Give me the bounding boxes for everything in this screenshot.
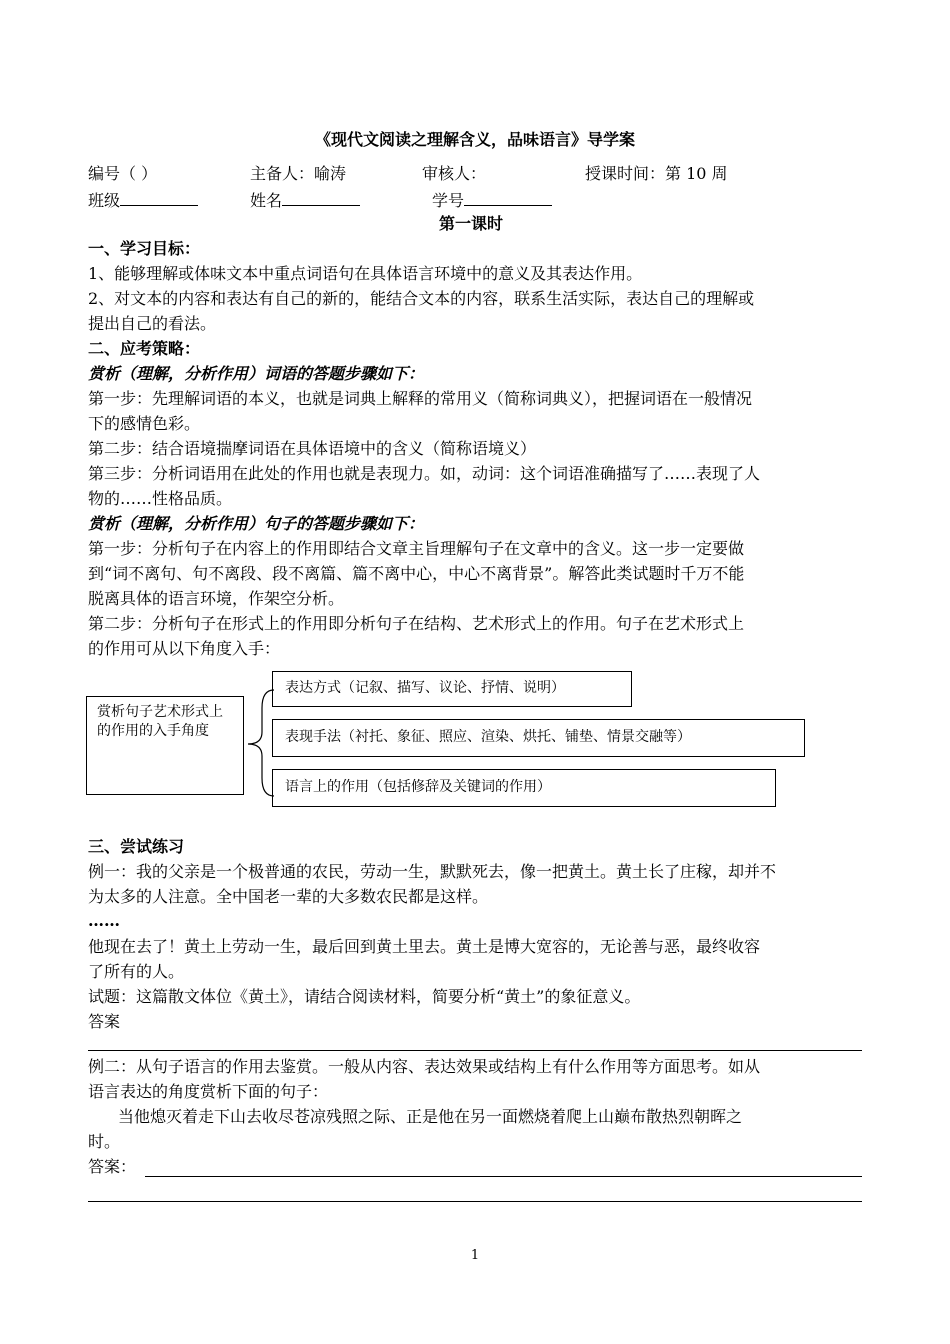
- answer1-line[interactable]: [88, 1050, 862, 1051]
- preparer: 主备人：喻涛: [250, 164, 347, 183]
- example1-line4: 了所有的人。: [88, 962, 185, 981]
- word-step3-line2: 物的……性格品质。: [88, 489, 233, 508]
- sentence-step1-line1: 第一步：分析句子在内容上的作用即结合文章主旨理解句子在文章中的含义。这一步一定要做: [88, 539, 745, 558]
- name-blank[interactable]: [282, 189, 360, 206]
- sentence-step1-line2: 到“词不离句、句不离段、段不离篇、篇不离中心，中心不离背景”。解答此类试题时千万不能: [88, 564, 745, 583]
- student-no-field: [432, 189, 552, 211]
- example2-quote-line1: 当他熄灭着走下山去收尽苍凉残照之际、正是他在另一面燃烧着爬上山巅布散热烈朝晖之: [118, 1107, 743, 1126]
- answer2-line1[interactable]: [145, 1176, 862, 1177]
- section1-heading: 一、学习目标：: [88, 239, 201, 258]
- section2-heading: 二、应考策略：: [88, 339, 201, 358]
- diagram-root-box: 赏析句子艺术形式上的作用的入手角度: [86, 696, 244, 795]
- goal-1: 1、能够理解或体味文本中重点词语句在具体语言环境中的意义及其表达作用。: [88, 264, 643, 283]
- sentence-step2-line2: 的作用可从以下角度入手：: [88, 639, 281, 658]
- example1-line2: 为太多的人注意。全中国老一辈的大多数农民都是这样。: [88, 887, 489, 906]
- answer1-label: 答案: [88, 1012, 121, 1031]
- page-number: 1: [470, 1248, 480, 1263]
- word-step1-line2: 下的感情色彩。: [88, 414, 201, 433]
- goal-2-line1: 2、对文本的内容和表达有自己的新的，能结合文本的内容，联系生活实际，表达自己的理解或: [88, 289, 755, 308]
- example2-line1: 例二：从句子语言的作用去鉴赏。一般从内容、表达效果或结构上有什么作用等方面思考。如从: [88, 1057, 761, 1076]
- question1: 试题：这篇散文体位《黄土》，请结合阅读材料，简要分析“黄土”的象征意义。: [88, 987, 641, 1006]
- answer2-line2[interactable]: [88, 1201, 862, 1202]
- lesson-label: 第一课时: [439, 214, 504, 233]
- word-step1-line1: 第一步：先理解词语的本义，也就是词典上解释的常用义（简称词典义），把握词语在一般情况: [88, 389, 753, 408]
- sentence-step1-line3: 脱离具体的语言环境，作架空分析。: [88, 589, 345, 608]
- student-no-label: 学号: [432, 191, 465, 210]
- class-label: 班级: [88, 191, 121, 210]
- word-step2: 第二步：结合语境揣摩词语在具体语境中的含义（简称语境义）: [88, 439, 537, 458]
- page-title: 《现代文阅读之理解含义，品味语言》导学案: [314, 130, 635, 149]
- goal-2-line2: 提出自己的看法。: [88, 314, 217, 333]
- word-steps-heading: 赏析（理解，分析作用）词语的答题步骤如下：: [88, 364, 425, 383]
- example2-quote-line2: 时。: [88, 1132, 121, 1151]
- reviewer: 审核人：: [422, 164, 487, 183]
- example1-ellipsis: ……: [88, 911, 120, 930]
- example2-line2: 语言表达的角度赏析下面的句子：: [88, 1082, 329, 1101]
- sentence-step2-line1: 第二步：分析句子在形式上的作用即分析句子在结构、艺术形式上的作用。句子在艺术形式上: [88, 614, 745, 633]
- class-time: 授课时间：第 10 周: [585, 164, 728, 183]
- sentence-steps-heading: 赏析（理解，分析作用）句子的答题步骤如下：: [88, 514, 425, 533]
- section3-heading: 三、尝试练习: [88, 837, 185, 856]
- name-field: [250, 189, 360, 211]
- name-label: 姓名: [250, 191, 283, 210]
- student-no-blank[interactable]: [464, 189, 552, 206]
- diagram-branch-technique: 表现手法（衬托、象征、照应、渲染、烘托、铺垫、情景交融等）: [272, 719, 805, 757]
- number-field: 编号（ ）: [88, 164, 158, 183]
- example1-line3: 他现在去了！黄土上劳动一生，最后回到黄土里去。黄土是博大宽容的，无论善与恶，最终收容: [88, 937, 761, 956]
- class-field: [88, 189, 198, 211]
- answer2-label: 答案：: [88, 1157, 137, 1176]
- diagram-branch-language: 语言上的作用（包括修辞及关键词的作用）: [272, 769, 776, 807]
- diagram-branch-expression: 表达方式（记叙、描写、议论、抒情、说明）: [272, 671, 632, 707]
- word-step3-line1: 第三步：分析词语用在此处的作用也就是表现力。如，动词：这个词语准确描写了……表现了人: [88, 464, 761, 483]
- example1-line1: 例一：我的父亲是一个极普通的农民，劳动一生，默默死去，像一把黄土。黄土长了庄稼，却并不: [88, 862, 777, 881]
- class-blank[interactable]: [120, 189, 198, 206]
